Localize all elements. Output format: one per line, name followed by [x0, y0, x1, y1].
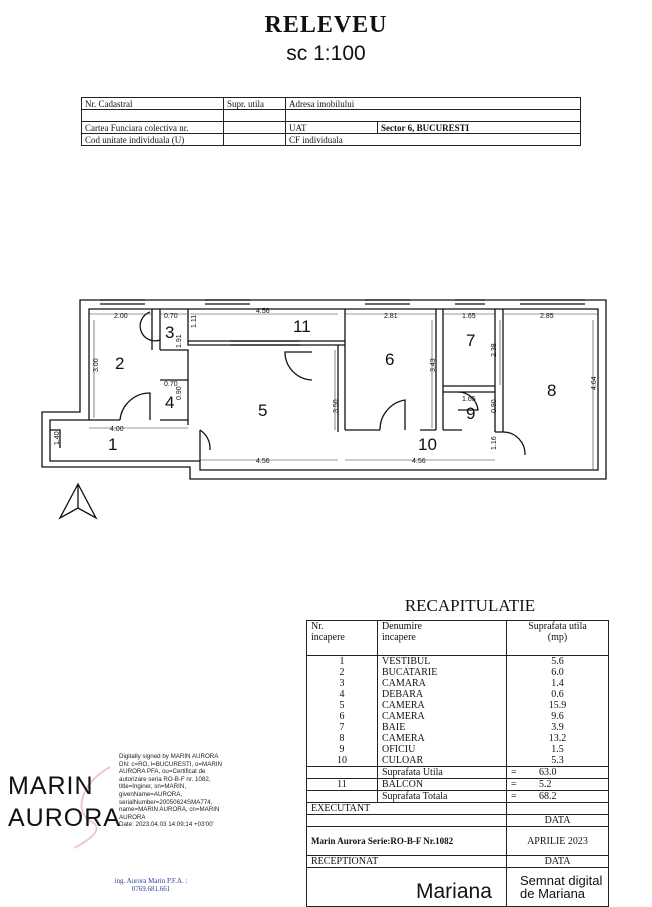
sig-line: AURORA	[119, 813, 146, 821]
dimension-label: 4.00	[110, 426, 124, 433]
row-area: 1.5	[507, 744, 609, 755]
dimension-label: 0.70	[164, 313, 178, 320]
sig-line: serialNumber=20050624SMA774,	[119, 798, 213, 806]
empty-cell	[224, 122, 286, 134]
row-name: VESTIBUL	[378, 656, 507, 668]
dimension-label: 4.56	[412, 458, 426, 465]
cf-individuala-label: CF individuala	[286, 134, 581, 146]
scale-label: sc 1:100	[286, 42, 366, 65]
sig-line: autorizare seria RO-B-F nr. 1082,	[119, 775, 211, 783]
row-name: BAIE	[378, 722, 507, 733]
balcon-nr: 11	[307, 779, 378, 791]
utila-label: Suprafata Utila	[378, 767, 507, 779]
digital-signature-text	[119, 753, 244, 829]
north-arrow	[60, 484, 96, 518]
empty-cell	[286, 110, 581, 122]
recap-header-suprafata	[507, 621, 609, 656]
row-area: 1.4	[507, 678, 609, 689]
executant-label: EXECUTANT	[307, 803, 507, 815]
dimension-label: 4.56	[256, 458, 270, 465]
row-nr: 10	[307, 755, 378, 767]
sig-line: name=MARIN AURORA, cn=MARIN	[119, 806, 220, 814]
recap-title: RECAPITULATIE	[404, 596, 536, 615]
empty-cell	[307, 791, 378, 803]
room-number: 3	[165, 323, 175, 342]
dimension-label: 2.00	[114, 313, 128, 320]
header-text: (mp)	[547, 632, 568, 643]
row-area: 0.6	[507, 689, 609, 700]
stamp-line: de Mariana	[520, 886, 586, 901]
wall-2-3	[152, 309, 160, 350]
door-arc	[120, 393, 150, 420]
room-number: 4	[165, 393, 175, 412]
receptionat-label: RECEPTIONAT	[307, 856, 507, 868]
info-table	[81, 97, 581, 146]
stamp-name: Mariana	[416, 880, 492, 903]
balcon-cell	[507, 779, 609, 791]
room-number: 5	[258, 401, 268, 420]
nr-cadastral-label: Nr. Cadastral	[82, 98, 224, 110]
footer-line: 0769.681.661	[131, 885, 171, 893]
row-area: 15.9	[507, 700, 609, 711]
outer-wall	[42, 300, 606, 479]
cod-unitate-label: Cod unitate individuala (U)	[82, 134, 224, 146]
header-text: incapere	[311, 632, 345, 643]
room-number: 11	[293, 317, 311, 336]
floor-plan	[0, 280, 652, 525]
sig-line: Date: 2023.04.03 14:09:14 +03'00'	[119, 821, 214, 829]
empty-cell	[307, 767, 378, 779]
sig-line: Digitally signed by MARIN AURORA	[119, 753, 219, 760]
row-name: CAMERA	[378, 711, 507, 722]
door-arc	[140, 312, 160, 341]
row-name: CAMERA	[378, 700, 507, 711]
row-nr: 9	[307, 744, 378, 755]
dimension-label: 1.91	[176, 334, 183, 348]
dimension-label: 0.90	[176, 386, 183, 400]
room-number: 6	[385, 350, 395, 369]
recap-header-denumire	[378, 621, 507, 656]
dimension-label: 1.40	[54, 431, 61, 445]
row-name: DEBARA	[378, 689, 507, 700]
wall-7-9	[443, 386, 495, 392]
door-arc	[380, 400, 405, 430]
row-area: 13.2	[507, 733, 609, 744]
row-name: CULOAR	[378, 755, 507, 767]
dimension-label: 4.56	[256, 308, 270, 315]
adresa-label: Adresa imobilului	[286, 98, 581, 110]
door-arc	[503, 432, 525, 455]
row-nr: 6	[307, 711, 378, 722]
recap-header-nr	[307, 621, 378, 656]
row-nr: 5	[307, 700, 378, 711]
executant-name: Marin Aurora Serie:RO-B-F Nr.1082	[307, 827, 507, 856]
uat-label: UAT	[286, 122, 378, 134]
header-text: Nr.	[311, 621, 324, 632]
row-name: CAMARA	[378, 678, 507, 689]
sig-line: DN: c=RO, l=BUCURESTI, o=MARIN	[119, 760, 222, 768]
row-area: 5.3	[507, 755, 609, 767]
balcony-window	[230, 341, 300, 345]
data-label: DATA	[507, 815, 609, 827]
equals-sign: =	[511, 767, 517, 778]
row-nr: 3	[307, 678, 378, 689]
dimension-label: 1.65	[462, 396, 476, 403]
room-number: 10	[418, 435, 437, 454]
equals-sign: =	[511, 791, 517, 802]
door-arc	[285, 352, 312, 380]
header-text: Denumire	[382, 621, 422, 632]
room-number: 8	[547, 381, 557, 400]
stamp-text	[520, 874, 602, 900]
signature-name-line2: AURORA	[8, 804, 121, 832]
sig-line: AURORA PFA, ou=Certificat de	[119, 768, 206, 776]
page-title: RELEVEU	[264, 12, 388, 38]
footer-contact	[86, 877, 216, 893]
row-area: 9.6	[507, 711, 609, 722]
empty-cell	[82, 110, 224, 122]
row-nr: 8	[307, 733, 378, 744]
executant-date: APRILIE 2023	[507, 827, 609, 856]
empty-cell	[224, 134, 286, 146]
dimension-label: 2.81	[384, 313, 398, 320]
row-name: BUCATARIE	[378, 667, 507, 678]
row-name: CAMERA	[378, 733, 507, 744]
wall-6-7	[436, 309, 443, 430]
signature-name-line1: MARIN	[8, 772, 94, 800]
inner-wall-line	[50, 309, 598, 470]
header-text: Suprafata utila	[528, 621, 587, 632]
dimension-label: 0.90	[491, 399, 498, 413]
utila-cell	[507, 767, 609, 779]
room-number: 2	[115, 354, 125, 373]
carte-funciara-label: Cartea Funciara colectiva nr.	[82, 122, 224, 134]
row-nr: 1	[307, 656, 378, 668]
uat-value: Sector 6, BUCURESTI	[378, 122, 581, 134]
empty-cell	[224, 110, 286, 122]
room-number: 7	[466, 331, 476, 350]
dimension-label: 3.00	[93, 358, 100, 372]
dimension-label: 1.16	[491, 436, 498, 450]
dimension-label: 3.50	[333, 399, 340, 413]
row-nr: 2	[307, 667, 378, 678]
supr-utila-label: Supr. utila	[224, 98, 286, 110]
row-area: 6.0	[507, 667, 609, 678]
dimension-label: 1.65	[462, 313, 476, 320]
dimension-label: 0.70	[164, 381, 178, 388]
stamp-line: Semnat digital	[520, 873, 603, 888]
totala-cell	[507, 791, 609, 803]
totala-value: 68.2	[539, 791, 557, 802]
dimension-label: 3.43	[430, 358, 437, 372]
totala-label: Suprafata Totala	[378, 791, 507, 803]
utila-value: 63.0	[539, 767, 557, 778]
dimension-label: 2.85	[540, 313, 554, 320]
row-nr: 7	[307, 722, 378, 733]
equals-sign: =	[511, 779, 517, 790]
balcon-value: 5.2	[539, 779, 552, 790]
wall-1-2	[89, 420, 200, 461]
dimension-label: 1.11	[191, 314, 198, 328]
room-number: 9	[466, 404, 476, 423]
data-label-2: DATA	[507, 856, 609, 868]
door-arc	[200, 430, 210, 450]
row-area: 5.6	[507, 656, 609, 668]
sig-line: title=Inginer, sn=MARIN,	[119, 783, 187, 791]
row-name: OFICIU	[378, 744, 507, 755]
dimension-label: 4.64	[591, 376, 598, 390]
row-nr: 4	[307, 689, 378, 700]
empty-cell	[307, 815, 507, 827]
dimension-label: 2.38	[491, 343, 498, 357]
recap-table	[306, 620, 609, 907]
sig-line: givenName=AURORA,	[119, 790, 183, 798]
footer-line: ing. Aurora Marin P.F.A. :	[114, 877, 188, 885]
room-number: 1	[108, 435, 118, 454]
wall-corridor	[345, 430, 503, 432]
signature-name	[8, 770, 121, 834]
balcon-label: BALCON	[378, 779, 507, 791]
header-text: incapere	[382, 632, 416, 643]
row-area: 3.9	[507, 722, 609, 733]
empty-cell	[507, 803, 609, 815]
